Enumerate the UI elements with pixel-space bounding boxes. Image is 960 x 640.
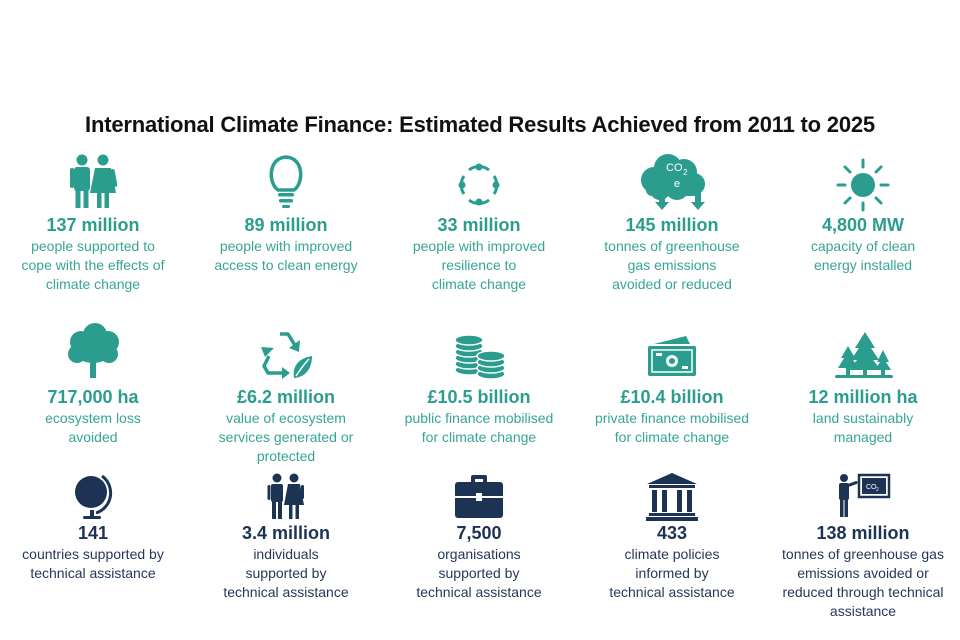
result-description: capacity of clean energy installed xyxy=(810,238,916,273)
result-resilience xyxy=(386,150,572,294)
result-description: public finance mobilised for climate change xyxy=(404,410,554,445)
result-description: value of ecosystem services generated or protected xyxy=(218,410,354,464)
co2-subscript: 2 xyxy=(876,487,879,493)
result-description: tonnes of greenhouse gas emissions avoided or reduced through technical assistance xyxy=(782,546,944,619)
result-public-finance xyxy=(386,322,572,447)
result-land-managed xyxy=(770,322,956,447)
result-value: 433 xyxy=(656,523,688,543)
result-value: 89 million xyxy=(244,215,328,235)
results-row-1 xyxy=(0,150,960,320)
result-ecosystem-services xyxy=(193,322,379,466)
briefcase-icon xyxy=(447,472,511,522)
tree-icon xyxy=(61,322,125,386)
result-description: people with improved resilience to climate change xyxy=(412,238,546,292)
result-clean-energy-capacity xyxy=(770,150,956,275)
results-row-2 xyxy=(0,322,960,492)
people-icon xyxy=(61,150,125,214)
result-organisations-supported xyxy=(386,472,572,602)
institution-icon xyxy=(640,472,704,522)
page-title: International Climate Finance: Estimated Results Achieved from 2011 to 2025 xyxy=(85,112,875,137)
result-people-supported xyxy=(0,150,186,294)
result-description: organisations supported by technical assistance xyxy=(416,546,542,600)
result-value: 12 million ha xyxy=(808,387,918,407)
banknote-icon xyxy=(640,322,704,386)
globe-icon xyxy=(61,472,125,522)
result-individuals-supported xyxy=(193,472,379,602)
co2e-cloud-icon xyxy=(632,150,712,214)
co2-label: CO xyxy=(666,162,683,174)
result-value: £6.2 million xyxy=(236,387,336,407)
result-description: tonnes of greenhouse gas emissions avoided or reduced xyxy=(604,238,740,292)
result-ecosystem-loss xyxy=(0,322,186,447)
result-description: people supported to cope with the effects of climate change xyxy=(21,238,165,292)
person-co2-board-icon xyxy=(831,472,895,522)
result-climate-policies xyxy=(579,472,765,602)
result-value: 141 xyxy=(77,523,109,543)
result-value: £10.4 billion xyxy=(620,387,724,407)
result-description: private finance mobilised for climate change xyxy=(594,410,750,445)
individuals-icon xyxy=(254,472,318,522)
result-value: 33 million xyxy=(437,215,521,235)
co2-label: CO xyxy=(866,484,877,491)
result-ghg-technical-assistance xyxy=(770,472,956,621)
forest-icon xyxy=(831,322,895,386)
lightbulb-icon xyxy=(254,150,318,214)
result-ghg-avoided xyxy=(579,150,765,294)
result-private-finance xyxy=(579,322,765,447)
result-description: countries supported by technical assistance xyxy=(22,546,164,581)
result-value: 145 million xyxy=(625,215,719,235)
e-label: e xyxy=(674,178,681,190)
result-value: 717,000 ha xyxy=(47,387,139,407)
result-value: £10.5 billion xyxy=(427,387,531,407)
co2-subscript: 2 xyxy=(683,168,688,177)
result-clean-energy-access xyxy=(193,150,379,275)
result-value: 137 million xyxy=(46,215,140,235)
resilience-cycle-icon xyxy=(447,150,511,214)
result-description: individuals supported by technical assistance xyxy=(223,546,349,600)
coins-stack-icon xyxy=(447,322,511,386)
results-row-3 xyxy=(0,472,960,640)
result-countries-supported xyxy=(0,472,186,583)
recycle-leaf-icon xyxy=(254,322,318,386)
result-value: 3.4 million xyxy=(241,523,331,543)
result-description: ecosystem loss avoided xyxy=(45,410,141,445)
result-value: 138 million xyxy=(816,523,910,543)
result-value: 4,800 MW xyxy=(821,215,905,235)
result-description: land sustainably managed xyxy=(812,410,914,445)
result-value: 7,500 xyxy=(456,523,502,543)
result-description: people with improved access to clean energy xyxy=(214,238,358,273)
sun-icon xyxy=(831,150,895,214)
result-description: climate policies informed by technical assistance xyxy=(609,546,735,600)
